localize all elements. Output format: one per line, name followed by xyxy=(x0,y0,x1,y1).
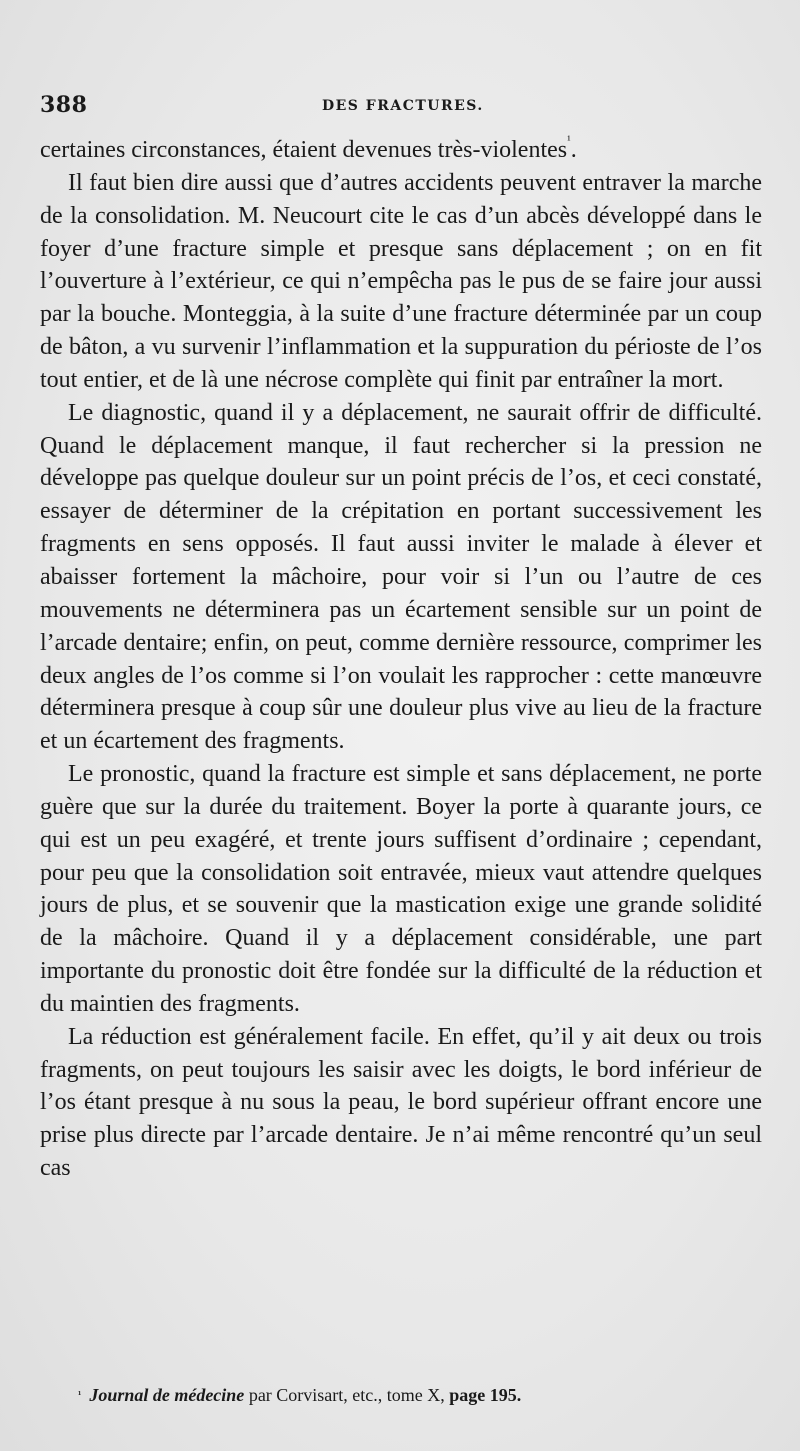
running-title: DES FRACTURES. xyxy=(322,98,484,114)
paragraph-continuation: certaines circonstances, étaient devenues très-violentes$^{^1}$. xyxy=(40,133,577,163)
footnote-reference: ¹ xyxy=(567,133,571,147)
paragraph-pronostic: Le pronostic, quand la fracture est simple et sans déplacement, ne porte guère que sur la durée du traitement. Boyer la porte à quarante jours, ce qui est un peu exagéré, et trente jours suffisent d’ordinaire ; cependant, pour peu que la consolidation soit entravée, mieux vaut attendre quelques jours de plus, et se souvenir que la mastication exige une grande solidité de la mâchoire. Quand il y a déplacement considérable, une part importante du pronostic doit être fondée sur la difficulté de la réduction et du maintien des fragments. xyxy=(40,761,762,1017)
footnote xyxy=(78,1384,718,1406)
paragraph-reduction: La réduction est généralement facile. En effet, qu’il y ait deux ou trois fragments, on peut toujours les saisir avec les doigts, le bord inférieur de l’os étant presque à nu sous la peau, le bord supérieur offrant encore une prise plus directe par l’arcade dentaire. Je n’ai même rencontré qu’un seul cas xyxy=(40,1023,762,1182)
body-text xyxy=(40,134,762,1185)
page-number: 388 xyxy=(40,92,88,118)
footnote-text: par Corvisart, etc., tome X, xyxy=(244,1385,450,1405)
page-header xyxy=(40,92,760,122)
footnote-mark: ¹ xyxy=(78,1389,82,1401)
footnote-journal-title: Journal de médecine xyxy=(89,1385,245,1405)
paragraph-complications: Il faut bien dire aussi que d’autres accidents peuvent entraver la marche de la consolidation. M. Neucourt cite le cas d’un abcès développé dans le foyer d’une fracture simple et presque sans déplacement ; on en fit l’ouverture à l’extérieur, ce qui n’empêcha pas le pus de se faire jour aussi par la bouche. Monteggia, à la suite d’une fracture déterminée par un coup de bâton, a vu survenir l’inflammation et la suppuration du périoste de l’os tout entier, et de là une nécrose complète qui finit par entraîner la mort. xyxy=(40,169,762,393)
footnote-page-ref: page 195. xyxy=(449,1385,522,1405)
paragraph-diagnostic: Le diagnostic, quand il y a déplacement, ne saurait offrir de difficulté. Quand le déplacement manque, il faut rechercher si la pression ne développe pas quelque douleur sur un point précis de l’os, et ceci constaté, essayer de déterminer de la crépitation en portant successivement les fragments en sens opposés. Il faut aussi inviter le malade à élever et abaisser fortement la mâchoire, pour voir si l’un ou l’autre de ces mouvements ne déterminera pas un écartement sensible sur un point de l’arcade dentaire; enfin, on peut, comme dernière ressource, comprimer les deux angles de l’os comme si l’on voulait les rapprocher : cette manœuvre déterminera presque à coup sûr une douleur plus vive au lieu de la fracture et un écartement des fragments. xyxy=(40,399,762,755)
